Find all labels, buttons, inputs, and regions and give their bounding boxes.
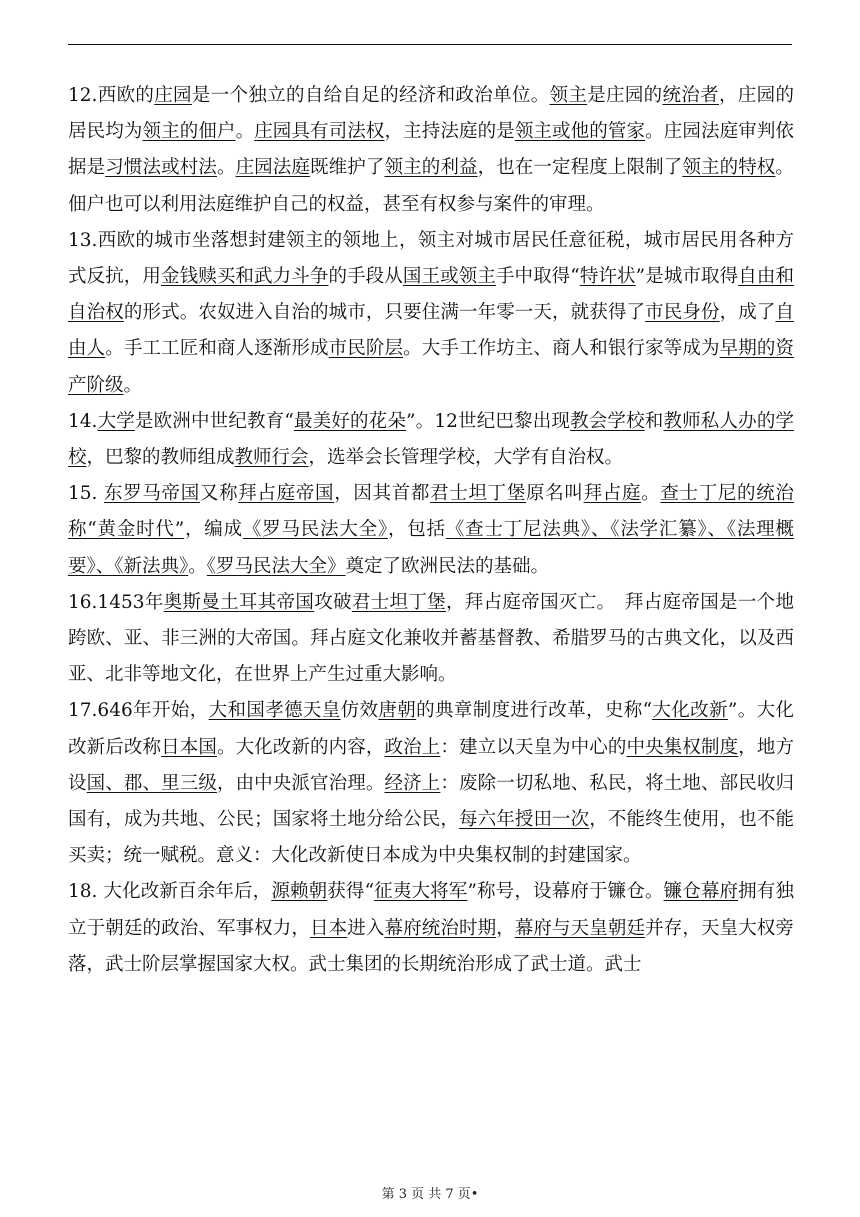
- paragraph-1: [68, 78, 794, 223]
- key-term: 查士丁尼的统治称“黄金时代”: [68, 483, 794, 541]
- paragraph-4: [68, 476, 794, 585]
- text-segment: 。: [123, 374, 143, 396]
- text-segment: ”。12世纪巴黎出现: [406, 410, 571, 432]
- text-segment: ，成了: [719, 302, 776, 324]
- text-segment: ，地方设: [68, 736, 794, 794]
- key-term: 领主或他的管家: [514, 121, 646, 143]
- key-term: 源赖朝: [271, 881, 328, 903]
- key-term: 领主的利益: [384, 157, 478, 179]
- text-segment: ，拜占庭帝国灭亡。 拜占庭帝国是一个地跨欧、亚、非三洲的大帝国。拜占庭文化兼收并蓄基督教、希腊罗马的古典文化，以及西亚、北非等地文化，在世界上产生过重大影响。: [68, 591, 794, 686]
- text-segment: 和: [644, 410, 664, 432]
- text-segment: ，也在一定程度上限制了: [477, 157, 683, 179]
- text-segment: ：废除一切私地、私民，将土地、部民收归国有，成为共地、公民；国家将土地分给公民，: [68, 772, 794, 831]
- key-term: 镰仓幕府: [663, 881, 739, 903]
- text-segment: 。大手工作坊主、商人和银行家等成为: [403, 338, 720, 360]
- key-term: 国、郡、里三级: [86, 772, 217, 794]
- key-term: 自由人: [68, 302, 794, 360]
- key-term: 领主: [549, 85, 588, 106]
- key-term: 唐朝: [378, 700, 417, 722]
- key-term: 每六年授田一次: [458, 809, 590, 831]
- key-term: 教师私人办的学校: [68, 410, 794, 469]
- page-footer: 第 3 页 共 7 页•: [381, 1187, 479, 1202]
- key-term: 日本国: [161, 736, 217, 758]
- text-segment: ，庄园的居民均为: [68, 85, 794, 143]
- text-segment: 是一个独立的自给自足的经济和政治单位。: [191, 85, 550, 106]
- text-segment: 。手工工匠和商人逐渐形成: [105, 338, 329, 360]
- text-segment: ，主持法庭的是: [384, 121, 515, 143]
- text-segment: 15.: [68, 483, 104, 505]
- key-term: 市民阶层: [328, 338, 404, 360]
- text-segment: ，包括: [387, 519, 446, 541]
- text-segment: ，由中央派官治理。: [216, 772, 385, 794]
- text-segment: 手中取得“: [495, 266, 580, 288]
- paragraph-3: [68, 404, 794, 476]
- text-segment: ，巴黎的教师组成: [86, 447, 235, 469]
- text-segment: ，不能终生使用，也不能买卖；统一赋税。意义：大化改新使日本成为中央集权制的封建国家。: [68, 809, 794, 867]
- text-segment: 17.646年开始，: [68, 700, 209, 722]
- text-segment: 攻破: [314, 591, 352, 613]
- key-term: 幕府统治时期: [384, 917, 497, 939]
- text-segment: ”是城市取得: [635, 266, 739, 288]
- text-segment: 。: [188, 555, 207, 577]
- key-term: 领主的佃户: [142, 121, 236, 143]
- text-segment: 的典章制度进行改革，史称“: [416, 700, 653, 722]
- text-segment: 12.西欧的: [68, 85, 155, 106]
- key-term: 大学: [97, 410, 135, 432]
- text-segment: 13.西欧的城市坐落想封建领主的领地上，领主对城市居民任意征税，城市居民用各种方式反抗，用: [68, 229, 794, 288]
- paragraph-2: [68, 223, 794, 404]
- text-segment: 仿效: [340, 700, 379, 722]
- key-term: 《罗马民法大全》: [242, 519, 388, 541]
- key-term: 东罗马帝国: [103, 483, 200, 505]
- text-segment: 18. 大化改新百余年后，: [68, 881, 272, 903]
- key-term: 君士坦丁堡: [430, 483, 527, 505]
- key-term: 《罗马民法大全》: [206, 555, 346, 577]
- key-term: 最美好的花朵: [293, 410, 407, 432]
- key-term: 大和国孝德天皇: [208, 700, 341, 722]
- text-segment: 奠定了欧洲民法的基础。: [345, 555, 550, 577]
- text-segment: ，: [496, 917, 515, 939]
- text-segment: 。: [235, 121, 255, 143]
- text-segment: 的形式。农奴进入自治的城市，只要住满一年零一天，就获得了: [123, 302, 646, 324]
- text-segment: 。佃户也可以利用法庭维护自己的权益，甚至有权参与案件的审理。: [68, 157, 794, 215]
- key-term: 习惯法或村法: [105, 157, 217, 179]
- key-term: 庄园法庭: [235, 157, 311, 179]
- header-rule: [68, 44, 792, 45]
- key-term: 日本: [310, 917, 348, 939]
- text-segment: 14.: [68, 410, 98, 432]
- document-body: [68, 78, 794, 983]
- text-segment: ，因其首都: [334, 483, 431, 505]
- text-segment: 是欧洲中世纪教育“: [134, 410, 294, 432]
- key-term: 教会学校: [570, 410, 645, 432]
- key-term: 中央集权制度: [626, 736, 739, 758]
- key-term: 经济上: [384, 772, 441, 794]
- text-segment: 。大化改新的内容，: [216, 736, 385, 758]
- text-segment: 拥有独立于朝廷的政治、军事权力，: [68, 881, 794, 939]
- key-term: 特许状: [579, 266, 636, 288]
- key-term: 拜占庭帝国: [238, 483, 335, 505]
- text-segment: 原名叫: [526, 483, 584, 505]
- text-segment: 获得“: [327, 881, 375, 903]
- key-term: 庄园: [154, 85, 192, 106]
- key-term: 《查士丁尼法典》、《法学汇纂》、《法理概要》、《新法典》: [68, 519, 794, 577]
- key-term: 君士坦丁堡: [351, 591, 446, 613]
- text-segment: 的手段从: [328, 266, 403, 288]
- key-term: 奥斯曼土耳其帝国: [163, 591, 315, 613]
- key-term: 大化改新: [652, 700, 728, 722]
- key-term: 早期的资产阶级: [68, 338, 794, 396]
- key-term: 统治者: [662, 85, 719, 106]
- key-term: 自由和自治权: [68, 266, 794, 324]
- text-segment: 既维护了: [310, 157, 385, 179]
- key-term: 领主的特权: [682, 157, 776, 179]
- text-segment: ：建立以天皇为中心的: [440, 736, 627, 758]
- key-term: 国王或领主: [402, 266, 496, 288]
- key-term: 幕府与天皇朝廷: [514, 917, 646, 939]
- key-term: 征夷大将军: [374, 881, 468, 903]
- paragraph-6: [68, 693, 794, 874]
- text-segment: 。: [216, 157, 236, 179]
- key-term: 政治上: [384, 736, 441, 758]
- text-segment: ”称号，设幕府于镰仓。: [467, 881, 664, 903]
- key-term: 金钱赎买和武力斗争: [161, 266, 329, 288]
- text-segment: ，选举会长管理学校，大学有自治权。: [308, 447, 624, 469]
- text-segment: 是庄园的: [587, 85, 663, 106]
- text-segment: 进入: [347, 917, 385, 939]
- text-segment: 。庄园法庭审判依据是: [68, 121, 794, 179]
- text-segment: ，编成: [184, 519, 243, 541]
- key-term: 拜占庭: [583, 483, 642, 505]
- key-term: 教师行会: [234, 447, 309, 469]
- paragraph-7: [68, 874, 794, 983]
- key-term: 庄园具有司法权: [254, 121, 385, 143]
- text-segment: 16.1453年: [68, 591, 164, 613]
- key-term: 市民身份: [645, 302, 720, 324]
- text-segment: ”。大化改新后改称: [68, 700, 794, 758]
- text-segment: 又称: [199, 483, 239, 505]
- text-segment: 并存，天皇大权旁落，武士阶层掌握国家大权。武士集团的长期统治形成了武士道。武士: [68, 917, 794, 975]
- text-segment: 。: [641, 483, 661, 505]
- paragraph-5: [68, 585, 794, 694]
